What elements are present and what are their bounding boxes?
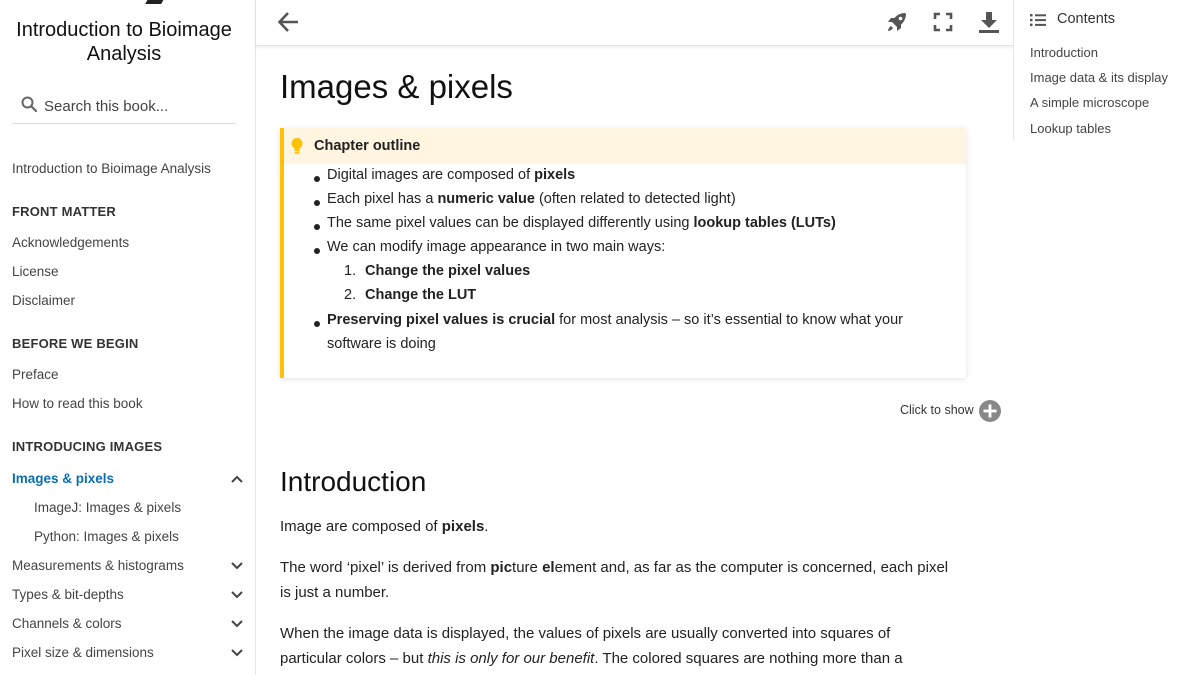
list-number: 1. [344,263,357,279]
bullet [314,321,320,327]
search-box[interactable] [12,90,236,124]
back-arrow-icon[interactable] [276,9,302,35]
search-icon [21,96,37,112]
sidebar-caption-front-matter: FRONT MATTER [12,204,116,219]
sidebar-item-python-images-pixels[interactable]: Python: Images & pixels [34,529,179,544]
table-of-contents [1013,0,1200,140]
book-title[interactable]: Introduction to Bioimage Analysis [16,19,232,65]
sidebar-caption-introducing-images: INTRODUCING IMAGES [12,439,163,454]
paragraph: When the image data is displayed, the values of pixels are usually converted into squares of particular colors – but this is only for our benefit. The colored squares are nothing more than a [280,625,903,667]
sidebar-item-measurements-histograms[interactable]: Measurements & histograms [12,558,184,573]
list-subitem: Change the LUT [365,287,477,303]
download-icon[interactable] [976,9,1002,35]
sidebar-item-license[interactable]: License [12,264,59,279]
header-toolbar [256,0,1013,46]
paragraph: Image are composed of pixels. [280,518,489,535]
chevron-down-icon[interactable] [230,590,244,600]
chevron-down-icon[interactable] [230,619,244,629]
logo-mark [145,0,167,4]
chevron-up-icon[interactable] [230,474,244,484]
paragraph: The word ‘pixel’ is derived from picture element and, as far as the computer is concerned, each pixel is just a number. [280,559,949,601]
bullet [314,176,320,182]
sidebar-item-how-to-read[interactable]: How to read this book [12,396,143,411]
list-icon [1030,13,1046,27]
expand-plus-icon[interactable] [978,399,1002,423]
toc-item-simple-microscope[interactable]: A simple microscope [1030,95,1150,110]
sidebar-item-pixel-size-dimensions[interactable]: Pixel size & dimensions [12,645,154,660]
list-item-continuation: software is doing [327,336,436,352]
list-subitem: Change the pixel values [365,263,531,279]
chevron-down-icon[interactable] [230,648,244,658]
search-input[interactable] [44,94,234,118]
section-heading-introduction: Introduction [280,466,427,497]
list-item: Each pixel has a numeric value (often related to detected light) [327,191,736,207]
sidebar [0,0,256,675]
toc-title: Contents [1057,11,1116,27]
bullet [314,248,320,254]
click-to-show-label[interactable]: Click to show [900,403,974,417]
sidebar-item-acknowledgements[interactable]: Acknowledgements [12,235,130,250]
sidebar-item-types-bit-depths[interactable]: Types & bit-depths [12,587,124,602]
sidebar-item-disclaimer[interactable]: Disclaimer [12,293,76,308]
list-number: 2. [344,287,357,303]
sidebar-caption-before-we-begin: BEFORE WE BEGIN [12,336,139,351]
chapter-outline-header [284,128,966,164]
sidebar-item-preface[interactable]: Preface [12,367,59,382]
list-item: Preserving pixel values is crucial for most analysis – so it’s essential to know what your [327,312,903,328]
list-item: The same pixel values can be displayed differently using lookup tables (LUTs) [327,215,836,231]
chapter-outline-box [280,128,966,378]
chevron-down-icon[interactable] [230,561,244,571]
sidebar-item-imagej-images-pixels[interactable]: ImageJ: Images & pixels [34,500,182,515]
chapter-outline-title: Chapter outline [314,138,421,154]
toc-item-introduction[interactable]: Introduction [1030,45,1098,60]
sidebar-item-home[interactable]: Introduction to Bioimage Analysis [12,161,211,176]
list-item: We can modify image appearance in two main ways: [327,239,666,255]
rocket-icon[interactable] [884,9,910,35]
list-item: Digital images are composed of pixels [327,167,576,183]
sidebar-item-images-pixels[interactable]: Images & pixels [12,471,115,486]
bullet [314,224,320,230]
fullscreen-icon[interactable] [930,9,956,35]
sidebar-item-channels-colors[interactable]: Channels & colors [12,616,122,631]
lightbulb-icon [290,137,304,155]
toc-item-image-data[interactable]: Image data & its display [1030,70,1169,85]
toc-item-lookup-tables[interactable]: Lookup tables [1030,121,1111,136]
bullet [314,200,320,206]
page-title: Images & pixels [280,68,513,105]
